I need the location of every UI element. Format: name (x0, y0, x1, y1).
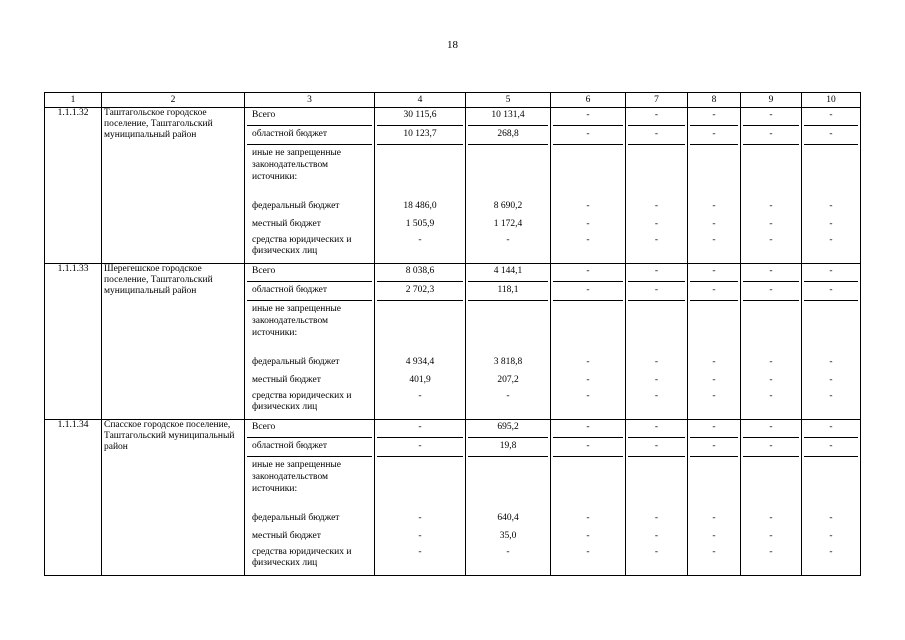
amount-value: - (506, 547, 510, 557)
value-cell (688, 264, 741, 420)
amount-value: - (654, 357, 659, 367)
column-header: 1 (45, 93, 102, 108)
amount-value: - (553, 264, 623, 282)
value-cell (551, 264, 626, 420)
amount-value (804, 457, 858, 509)
amount-value: - (586, 219, 590, 229)
amount-value: - (586, 391, 590, 401)
value-cell (802, 264, 861, 420)
amount-value: - (628, 264, 685, 282)
value-cell (741, 108, 802, 264)
amount-value: - (712, 375, 716, 385)
funding-source-label: областной бюджет (247, 438, 372, 457)
amount-value (628, 301, 685, 353)
funding-source-label: местный бюджет (252, 219, 321, 229)
value-cell (466, 420, 551, 576)
amount-value: - (769, 391, 773, 401)
amount-value: - (769, 219, 773, 229)
amount-value: - (654, 531, 659, 541)
settlement-name: Шерегешское городское поселение, Таштагольский муниципальный район (102, 264, 245, 420)
amount-value: - (628, 438, 685, 457)
funding-source-cell (245, 264, 375, 420)
funding-source-label: федеральный бюджет (252, 513, 340, 523)
amount-value: - (553, 438, 623, 457)
amount-value: 1 172,4 (493, 219, 523, 229)
amount-value: - (654, 201, 659, 211)
amount-value: - (654, 513, 659, 523)
amount-value: - (377, 438, 463, 457)
amount-value: - (829, 375, 833, 385)
amount-value: - (804, 126, 858, 145)
amount-value: - (553, 420, 623, 438)
amount-value: 640,4 (497, 513, 519, 523)
funding-source-label: иные не запрещенные законодательством источники: (252, 148, 342, 182)
column-header: 2 (102, 93, 245, 108)
amount-value: - (743, 126, 799, 145)
amount-value: - (418, 547, 422, 557)
value-cell (466, 264, 551, 420)
funding-source-cell (245, 420, 375, 576)
amount-value: - (712, 219, 716, 229)
table-row (45, 264, 861, 420)
amount-value: 695,2 (468, 420, 548, 438)
value-cell (551, 420, 626, 576)
amount-value: - (418, 391, 422, 401)
funding-source-label: федеральный бюджет (252, 357, 340, 367)
amount-value: - (690, 264, 738, 282)
funding-source-label: Всего (247, 264, 372, 282)
amount-value (468, 301, 548, 353)
column-header: 8 (688, 93, 741, 108)
amount-value: - (586, 357, 590, 367)
amount-value (553, 301, 623, 353)
amount-value: - (743, 264, 799, 282)
value-cell (741, 264, 802, 420)
amount-value: - (712, 391, 716, 401)
amount-value (377, 301, 463, 353)
amount-value: - (654, 391, 659, 401)
amount-value: 10 123,7 (377, 126, 463, 145)
value-cell (626, 420, 688, 576)
amount-value: - (712, 235, 716, 245)
amount-value: 3 818,8 (493, 357, 523, 367)
amount-value: - (769, 513, 773, 523)
amount-value: 2 702,3 (377, 282, 463, 301)
amount-value: - (712, 531, 716, 541)
funding-source-label: средства юридических и физических лиц (252, 235, 352, 256)
amount-value: - (712, 547, 716, 557)
column-header: 6 (551, 93, 626, 108)
amount-value: - (829, 531, 833, 541)
amount-value: 8 038,6 (377, 264, 463, 282)
amount-value: 18 486,0 (403, 201, 437, 211)
amount-value: - (829, 357, 833, 367)
value-cell (466, 108, 551, 264)
funding-source-label: местный бюджет (252, 375, 321, 385)
amount-value: - (654, 219, 659, 229)
amount-value (468, 145, 548, 197)
amount-value: - (506, 391, 510, 401)
value-cell (375, 264, 466, 420)
amount-value: - (769, 531, 773, 541)
amount-value: - (712, 201, 716, 211)
column-header: 3 (245, 93, 375, 108)
row-number: 1.1.1.34 (45, 420, 102, 576)
amount-value: - (418, 531, 422, 541)
amount-value: - (418, 513, 422, 523)
settlement-name: Спасское городское поселение, Таштагольский муниципальный район (102, 420, 245, 576)
table-row (45, 108, 861, 264)
amount-value (377, 145, 463, 197)
amount-value (553, 145, 623, 197)
amount-value: - (712, 513, 716, 523)
amount-value: - (586, 531, 590, 541)
amount-value: - (553, 282, 623, 301)
amount-value: - (804, 282, 858, 301)
funding-source-label: областной бюджет (247, 126, 372, 145)
funding-source-label: иные не запрещенные законодательством источники: (252, 460, 342, 494)
amount-value: - (586, 235, 590, 245)
amount-value: - (829, 391, 833, 401)
amount-value: - (586, 201, 590, 211)
amount-value: - (586, 375, 590, 385)
amount-value: - (829, 201, 833, 211)
amount-value: - (628, 108, 685, 126)
amount-value: - (829, 513, 833, 523)
column-header: 5 (466, 93, 551, 108)
funding-source-label: иные не запрещенные законодательством источники: (252, 304, 342, 338)
amount-value: 207,2 (497, 375, 519, 385)
amount-value: - (418, 235, 422, 245)
value-cell (688, 108, 741, 264)
amount-value: - (743, 282, 799, 301)
amount-value: - (690, 282, 738, 301)
amount-value (690, 457, 738, 509)
amount-value: - (690, 126, 738, 145)
value-cell (375, 108, 466, 264)
column-header: 10 (802, 93, 861, 108)
amount-value: - (628, 420, 685, 438)
amount-value (804, 145, 858, 197)
amount-value (553, 457, 623, 509)
amount-value (743, 301, 799, 353)
amount-value (804, 301, 858, 353)
amount-value: - (586, 513, 590, 523)
value-cell (802, 420, 861, 576)
value-cell (802, 108, 861, 264)
amount-value: - (743, 438, 799, 457)
amount-value: - (654, 547, 659, 557)
row-number: 1.1.1.32 (45, 108, 102, 264)
amount-value: - (553, 108, 623, 126)
amount-value: - (804, 420, 858, 438)
amount-value (628, 457, 685, 509)
settlement-name: Таштагольское городское поселение, Таштагольский муниципальный район (102, 108, 245, 264)
amount-value: - (377, 420, 463, 438)
amount-value: - (628, 282, 685, 301)
amount-value (743, 457, 799, 509)
amount-value: - (690, 438, 738, 457)
amount-value: 35,0 (499, 531, 517, 541)
amount-value: - (712, 357, 716, 367)
amount-value: - (506, 235, 510, 245)
amount-value: 401,9 (409, 375, 431, 385)
amount-value: 4 934,4 (405, 357, 435, 367)
value-cell (688, 420, 741, 576)
amount-value: - (628, 126, 685, 145)
funding-source-label: федеральный бюджет (252, 201, 340, 211)
funding-source-label: средства юридических и физических лиц (252, 547, 352, 568)
amount-value: 8 690,2 (493, 201, 523, 211)
amount-value: - (690, 108, 738, 126)
funding-source-label: средства юридических и физических лиц (252, 391, 352, 412)
column-header: 9 (741, 93, 802, 108)
amount-value: 1 505,9 (405, 219, 435, 229)
amount-value: 268,8 (468, 126, 548, 145)
value-cell (626, 108, 688, 264)
row-number: 1.1.1.33 (45, 264, 102, 420)
amount-value: - (829, 219, 833, 229)
funding-source-label: Всего (247, 108, 372, 126)
funding-source-label: областной бюджет (247, 282, 372, 301)
funding-source-cell (245, 108, 375, 264)
amount-value: - (769, 201, 773, 211)
amount-value (690, 145, 738, 197)
value-cell (741, 420, 802, 576)
amount-value: - (654, 235, 659, 245)
header-row (45, 93, 861, 108)
amount-value: 118,1 (468, 282, 548, 301)
amount-value: - (769, 547, 773, 557)
value-cell (375, 420, 466, 576)
amount-value (628, 145, 685, 197)
column-header: 7 (626, 93, 688, 108)
amount-value: - (769, 357, 773, 367)
amount-value: - (769, 235, 773, 245)
amount-value (468, 457, 548, 509)
funding-source-label: Всего (247, 420, 372, 438)
amount-value: - (804, 264, 858, 282)
page-number: 18 (447, 39, 458, 51)
amount-value: 19,8 (468, 438, 548, 457)
amount-value: 4 144,1 (468, 264, 548, 282)
funding-source-label: местный бюджет (252, 531, 321, 541)
value-cell (626, 264, 688, 420)
amount-value: - (804, 108, 858, 126)
amount-value: 10 131,4 (468, 108, 548, 126)
amount-value: - (743, 108, 799, 126)
amount-value (377, 457, 463, 509)
amount-value: - (769, 375, 773, 385)
column-header: 4 (375, 93, 466, 108)
amount-value: - (654, 375, 659, 385)
value-cell (551, 108, 626, 264)
amount-value (690, 301, 738, 353)
table-row (45, 420, 861, 576)
amount-value (743, 145, 799, 197)
amount-value: - (553, 126, 623, 145)
amount-value: - (829, 547, 833, 557)
amount-value: 30 115,6 (377, 108, 463, 126)
financing-table (44, 92, 861, 576)
amount-value: - (743, 420, 799, 438)
amount-value: - (804, 438, 858, 457)
amount-value: - (586, 547, 590, 557)
amount-value: - (690, 420, 738, 438)
amount-value: - (829, 235, 833, 245)
